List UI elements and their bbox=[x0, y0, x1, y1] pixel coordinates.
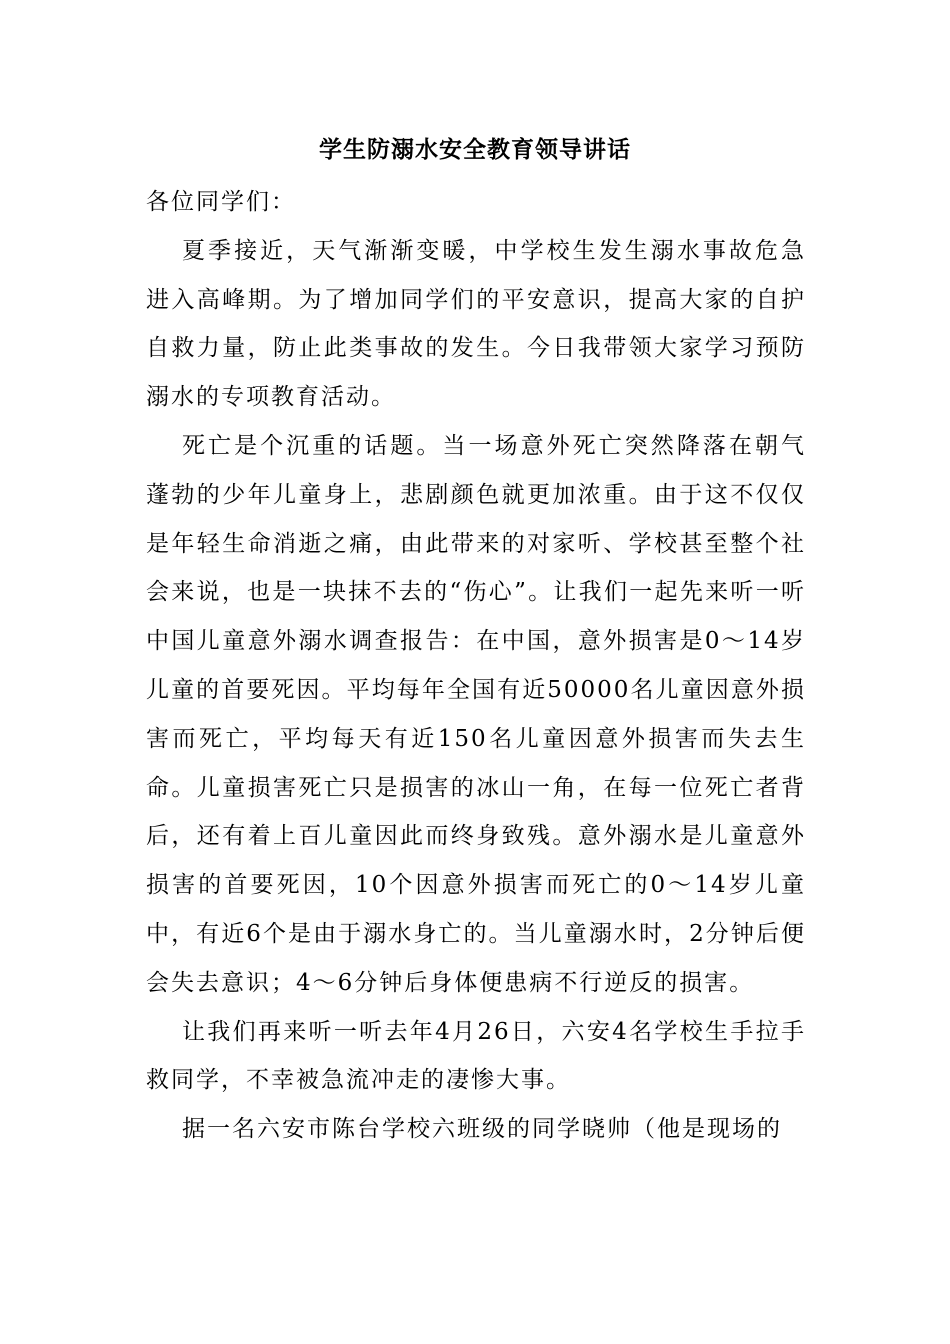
greeting-line: 各位同学们： bbox=[146, 189, 296, 215]
paragraph-intro: 夏季接近，天气渐渐变暖，中学校生发生溺水事故危急进入高峰期。为了增加同学们的平安意识，提高大家的自护自救力量，防止此类事故的发生。今日我带领大家学习预防溺水的专项教育活动。 bbox=[146, 237, 806, 411]
paragraph-witness: 据一名六安市陈台学校六班级的同学晓帅（他是现场的 bbox=[182, 1116, 782, 1143]
paragraph-incident: 让我们再来听一听去年4月26日，六安4名学校生手拉手救同学，不幸被急流冲走的凄惨大事。 bbox=[146, 1018, 806, 1094]
document-title: 学生防溺水安全教育领导讲话 bbox=[319, 136, 631, 163]
paragraph-statistics: 死亡是个沉重的话题。当一场意外死亡突然降落在朝气蓬勃的少年儿童身上，悲剧颜色就更加浓重。由于这不仅仅是年轻生命消逝之痛，由此带来的对家听、学校甚至整个社会来说，也是一块抹不去的“伤心”。让我们一起先来听一听中国儿童意外溺水调查报告：在中国，意外损害是0～14岁儿童的首要死因。平均每年全国有近50000名儿童因意外损害而死亡，平均每天有近150名儿童因意外损害而失去生命。儿童损害死亡只是损害的冰山一角，在每一位死亡者背后，还有着上百儿童因此而终身致残。意外溺水是儿童意外损害的首要死因，10个因意外损害而死亡的0～14岁儿童中，有近6个是由于溺水身亡的。当儿童溺水时，2分钟后便会失去意识；4～6分钟后身体便患病不行逆反的损害。 bbox=[146, 432, 806, 996]
document-body bbox=[146, 178, 806, 1154]
